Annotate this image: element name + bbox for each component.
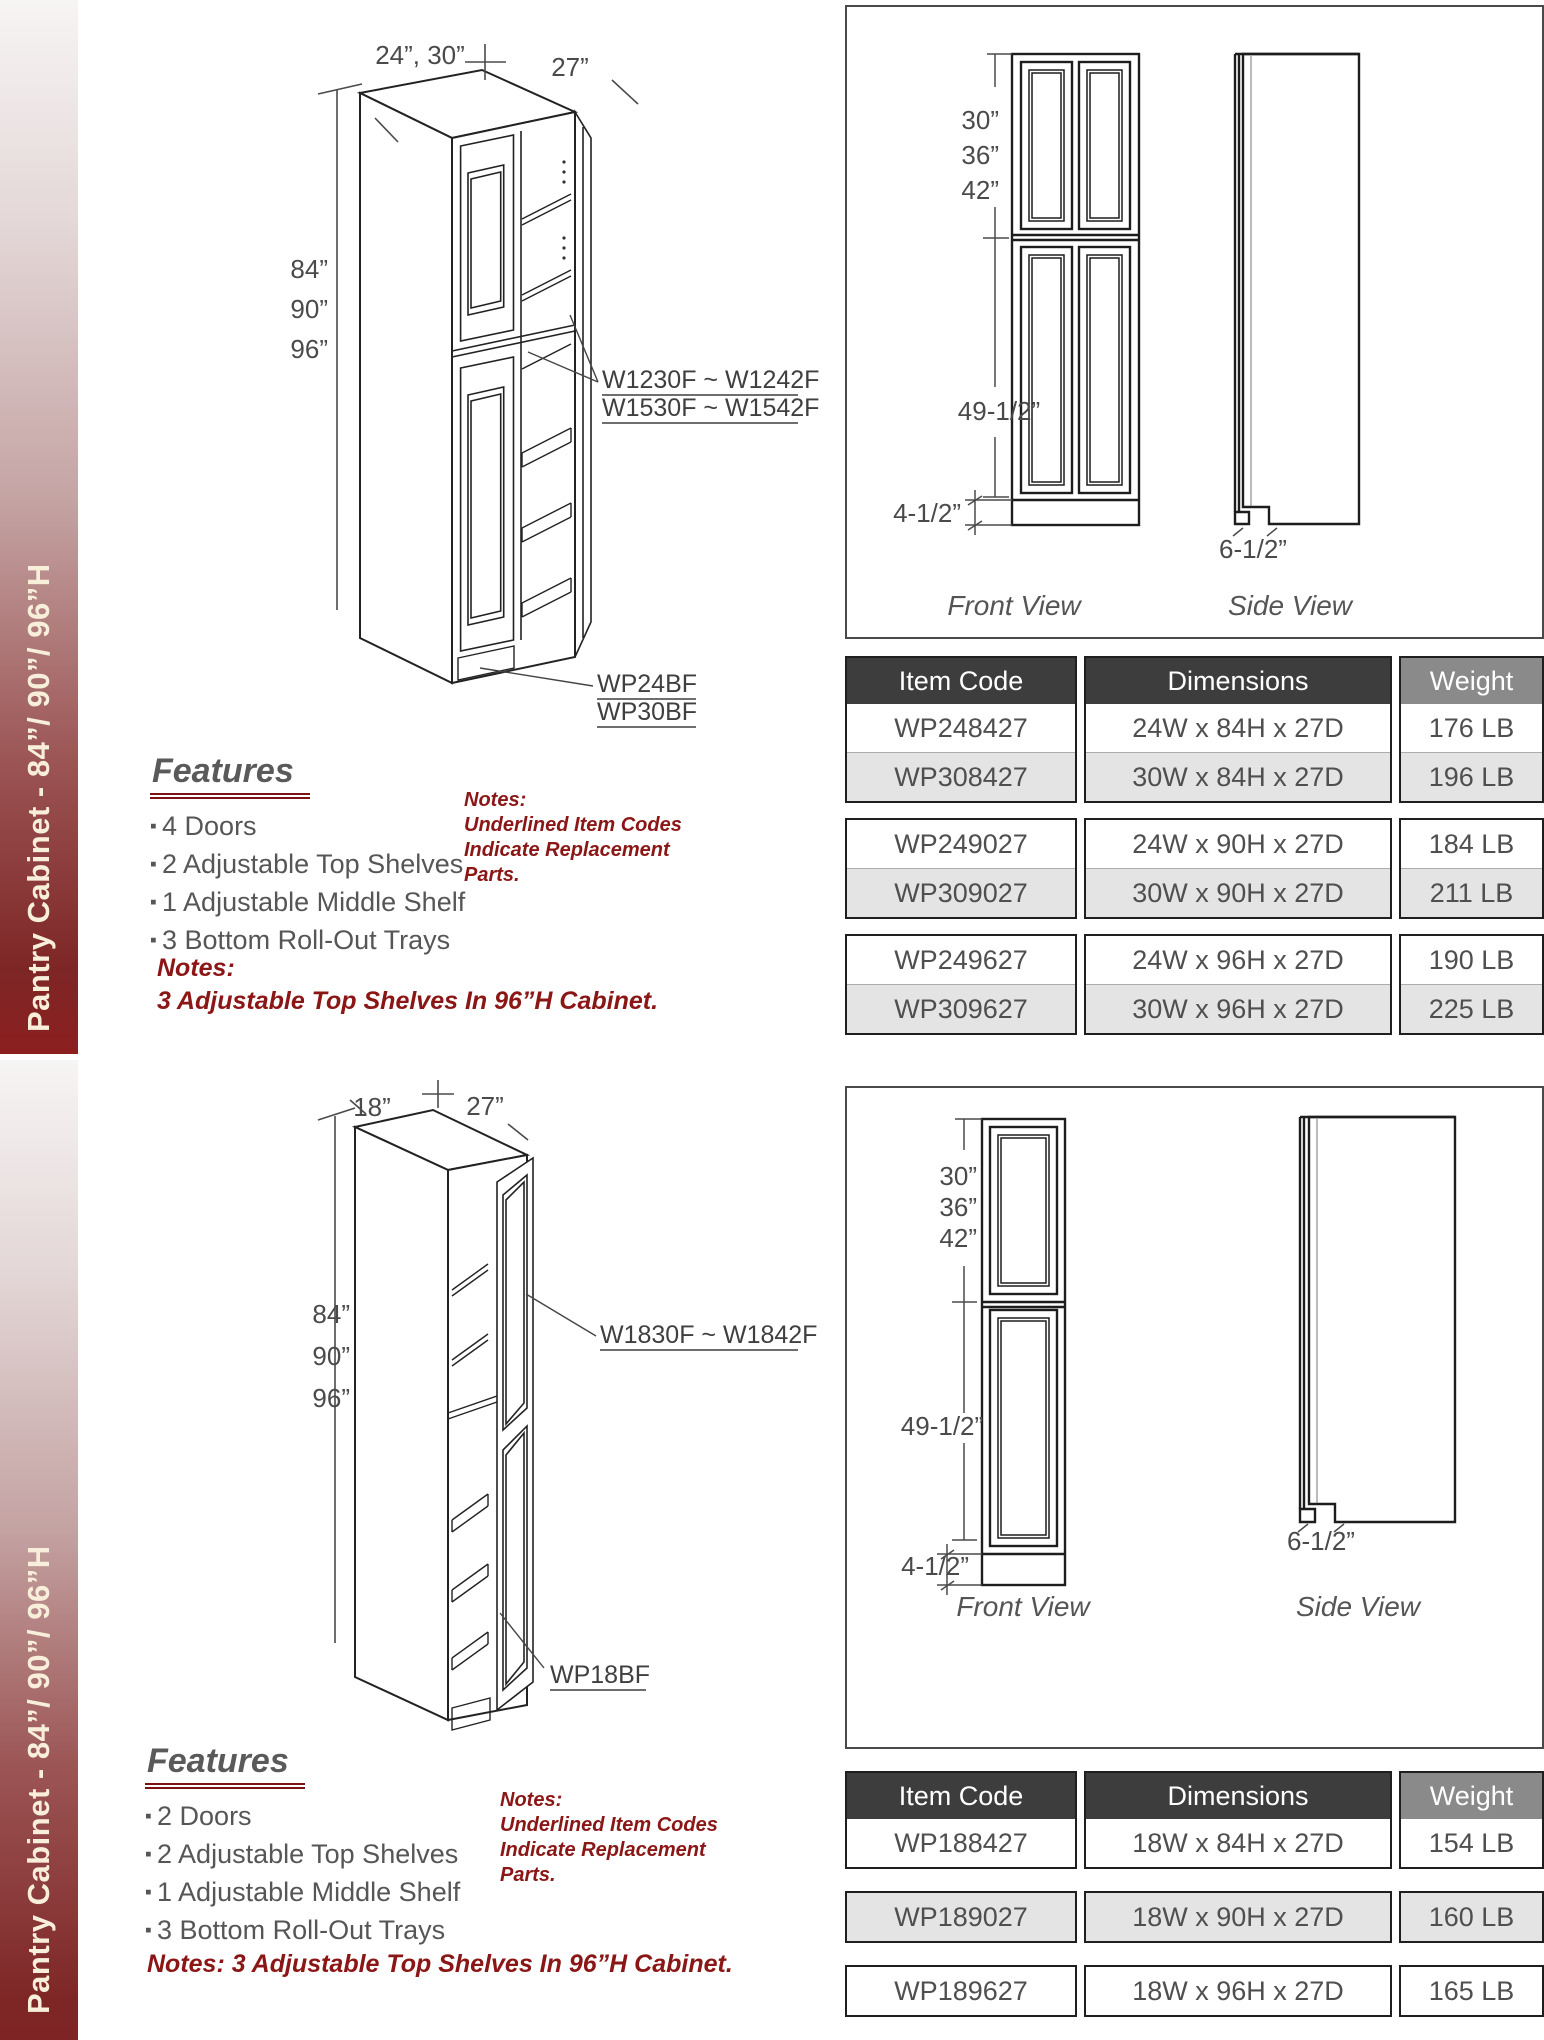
replacement-note-bottom <box>500 1788 718 1888</box>
header-dimensions: Dimensions <box>1086 658 1390 704</box>
item-code-door-2: W1530F ~ W1542F <box>602 394 820 422</box>
front-dim-toe: 4-1/2” <box>901 1551 969 1581</box>
cell-dimensions: 30W x 96H x 27D <box>1086 984 1390 1033</box>
replacement-note-line: Indicate Replacement <box>500 1839 706 1861</box>
front-side-views-bottom <box>847 1088 1538 1743</box>
cell-dimensions: 24W x 96H x 27D <box>1086 936 1390 984</box>
cell-weight: 190 LB <box>1401 936 1542 984</box>
notes-label: Notes: <box>157 954 235 982</box>
cell-dimensions: 18W x 90H x 27D <box>1086 1893 1390 1941</box>
table-group-90h <box>845 818 1540 919</box>
cell-dimensions: 24W x 84H x 27D <box>1086 704 1390 752</box>
feature-item: ▪ 1 Adjustable Middle Shelf <box>150 887 465 918</box>
banner-title-bottom: Pantry Cabinet - 84”/ 90”/ 96”H <box>21 1545 56 2014</box>
features-list <box>145 1801 460 1946</box>
front-view-panels <box>998 1135 1049 1538</box>
col-item-code <box>845 1771 1077 1869</box>
feature-item: ▪ 4 Doors <box>150 811 465 842</box>
replacement-note-line: Notes: <box>464 789 527 811</box>
col-weight <box>1399 1965 1544 2017</box>
header-dimensions: Dimensions <box>1086 1773 1390 1819</box>
front-view-label: Front View <box>956 1591 1090 1622</box>
col-item-code <box>845 656 1077 803</box>
col-item-code <box>845 818 1077 919</box>
side-view-drawing <box>1300 1117 1455 1522</box>
col-weight <box>1399 1771 1544 1869</box>
spec-table-bottom <box>845 1771 1540 2032</box>
cell-weight: 176 LB <box>1401 704 1542 752</box>
features-section-bottom <box>145 1742 460 1953</box>
front-dim-42: 42” <box>961 175 999 205</box>
item-code-base: WP18BF <box>550 1661 651 1689</box>
cell-item-code: WP189027 <box>847 1893 1075 1941</box>
front-dim-36: 36” <box>939 1192 977 1222</box>
header-weight: Weight <box>1401 658 1542 704</box>
notes-section-bottom <box>147 1948 733 1981</box>
front-dim-toe: 4-1/2” <box>893 498 961 528</box>
cell-dimensions: 18W x 96H x 27D <box>1086 1967 1390 2015</box>
iso-width-label: 24”, 30” <box>375 40 465 70</box>
col-weight <box>1399 656 1544 803</box>
isometric-cabinet-drawing-4door <box>150 10 850 732</box>
header-item-code: Item Code <box>847 658 1075 704</box>
item-code-door: W1830F ~ W1842F <box>600 1321 818 1349</box>
iso-width-label: 18” <box>353 1092 391 1122</box>
cell-dimensions: 18W x 84H x 27D <box>1086 1819 1390 1867</box>
front-dim-30: 30” <box>961 105 999 135</box>
cell-item-code: WP249027 <box>847 820 1075 868</box>
notes-line: Notes: 3 Adjustable Top Shelves In 96”H Cabinet. <box>147 1950 733 1978</box>
front-dim-42: 42” <box>939 1223 977 1253</box>
replacement-note-line: Notes: <box>500 1789 563 1811</box>
front-dim-30: 30” <box>939 1161 977 1191</box>
iso-height-84: 84” <box>312 1299 350 1329</box>
col-dimensions <box>1084 1771 1392 1869</box>
front-dim-36: 36” <box>961 140 999 170</box>
feature-item: ▪ 2 Doors <box>145 1801 460 1832</box>
cell-dimensions: 30W x 90H x 27D <box>1086 868 1390 917</box>
table-group-90h <box>845 1891 1540 1943</box>
side-view-drawing <box>1235 54 1359 524</box>
replacement-note-line: Indicate Replacement <box>464 839 670 861</box>
front-side-views-top <box>847 7 1538 633</box>
cell-weight: 225 LB <box>1401 984 1542 1033</box>
replacement-note-line: Underlined Item Codes <box>500 1814 718 1836</box>
feature-item: ▪ 3 Bottom Roll-Out Trays <box>145 1915 460 1946</box>
features-section-top <box>150 752 465 963</box>
side-view-label: Side View <box>1295 1591 1421 1622</box>
banner-title-top: Pantry Cabinet - 84”/ 90”/ 96”H <box>21 563 56 1032</box>
isometric-cabinet-drawing-2door <box>150 1058 850 1758</box>
side-dim-depth: 6-1/2” <box>1287 1526 1355 1556</box>
col-dimensions <box>1084 934 1392 1035</box>
col-item-code <box>845 934 1077 1035</box>
cell-weight: 165 LB <box>1401 1967 1542 2015</box>
cell-item-code: WP188427 <box>847 1819 1075 1867</box>
iso-height-90: 90” <box>290 294 328 324</box>
item-code-base-1: WP24BF <box>597 670 698 698</box>
feature-item: ▪ 1 Adjustable Middle Shelf <box>145 1877 460 1908</box>
views-box-bottom <box>845 1086 1544 1749</box>
features-title: Features <box>150 752 310 799</box>
feature-item: ▪ 2 Adjustable Top Shelves <box>150 849 465 880</box>
cell-item-code: WP249627 <box>847 936 1075 984</box>
iso-height-96: 96” <box>290 334 328 364</box>
col-dimensions <box>1084 1891 1392 1943</box>
replacement-note-line: Parts. <box>500 1864 556 1886</box>
cell-weight: 211 LB <box>1401 868 1542 917</box>
views-box-top <box>845 5 1544 639</box>
col-weight <box>1399 934 1544 1035</box>
cell-weight: 154 LB <box>1401 1819 1542 1867</box>
replacement-note-line: Underlined Item Codes <box>464 814 682 836</box>
header-item-code: Item Code <box>847 1773 1075 1819</box>
front-view-drawing <box>982 1119 1065 1585</box>
iso-depth-label: 27” <box>551 52 589 82</box>
cell-weight: 160 LB <box>1401 1893 1542 1941</box>
col-weight <box>1399 1891 1544 1943</box>
iso-depth-label: 27” <box>466 1091 504 1121</box>
cell-item-code: WP309627 <box>847 984 1075 1033</box>
feature-item: ▪ 3 Bottom Roll-Out Trays <box>150 925 465 956</box>
item-code-door-1: W1230F ~ W1242F <box>602 366 820 394</box>
cell-weight: 196 LB <box>1401 752 1542 801</box>
front-view-panels <box>1029 70 1122 485</box>
cell-dimensions: 30W x 84H x 27D <box>1086 752 1390 801</box>
col-item-code <box>845 1891 1077 1943</box>
iso-height-84: 84” <box>290 254 328 284</box>
open-door <box>497 1158 533 1710</box>
feature-item: ▪ 2 Adjustable Top Shelves <box>145 1839 460 1870</box>
front-view-drawing <box>1012 54 1139 525</box>
cell-item-code: WP248427 <box>847 704 1075 752</box>
iso-height-96: 96” <box>312 1383 350 1413</box>
front-dim-49: 49-1/2” <box>957 396 1041 426</box>
cell-weight: 184 LB <box>1401 820 1542 868</box>
notes-section-top <box>157 952 658 1018</box>
table-group-96h <box>845 934 1540 1035</box>
cell-dimensions: 24W x 90H x 27D <box>1086 820 1390 868</box>
table-group-96h <box>845 1965 1540 2017</box>
table-group-84h <box>845 1771 1540 1869</box>
side-dim-depth: 6-1/2” <box>1219 534 1287 564</box>
replacement-note-line: Parts. <box>464 864 520 886</box>
col-item-code <box>845 1965 1077 2017</box>
notes-text: 3 Adjustable Top Shelves In 96”H Cabinet. <box>157 987 659 1015</box>
col-dimensions <box>1084 656 1392 803</box>
col-weight <box>1399 818 1544 919</box>
cell-item-code: WP308427 <box>847 752 1075 801</box>
side-view-label: Side View <box>1227 590 1353 621</box>
table-group-84h <box>845 656 1540 803</box>
item-code-base-2: WP30BF <box>597 698 698 726</box>
iso-height-90: 90” <box>312 1341 350 1371</box>
spec-table-top <box>845 656 1540 1050</box>
col-dimensions <box>1084 818 1392 919</box>
header-weight: Weight <box>1401 1773 1542 1819</box>
col-dimensions <box>1084 1965 1392 2017</box>
cell-item-code: WP309027 <box>847 868 1075 917</box>
features-list <box>150 811 465 956</box>
replacement-note-top <box>464 788 682 888</box>
front-view-label: Front View <box>947 590 1081 621</box>
cell-item-code: WP189627 <box>847 1967 1075 2015</box>
front-dim-49: 49-1/2” <box>900 1411 984 1441</box>
features-title: Features <box>145 1742 305 1789</box>
